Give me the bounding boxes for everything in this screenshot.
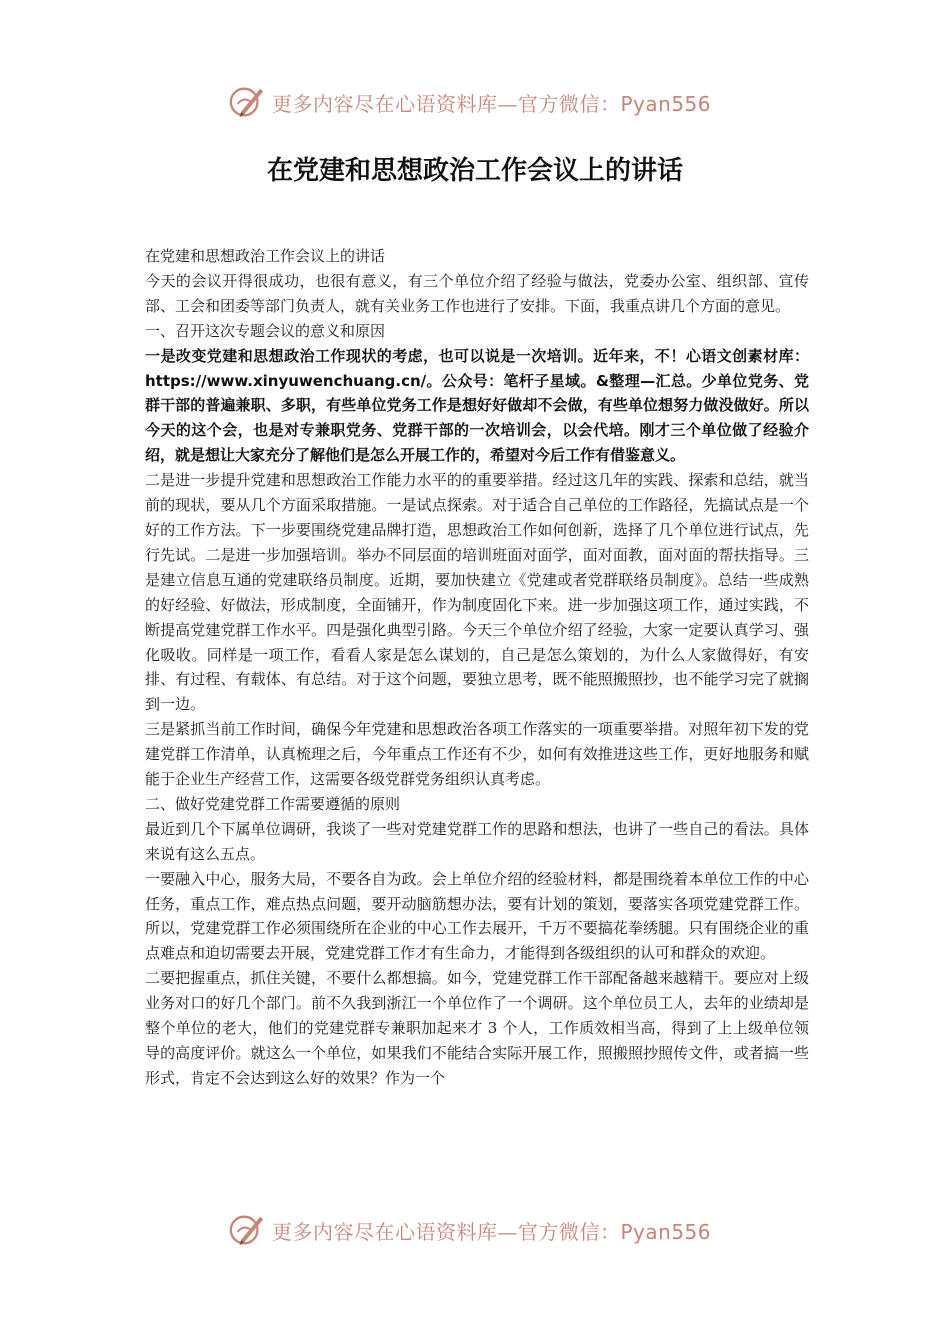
document-body: [145, 244, 809, 1091]
paragraph: 二是进一步提升党建和思想政治工作能力水平的的重要举措。经过这几年的实践、探索和总结，就当前的现状，要从几个方面采取措施。一是试点探索。对于适合自己单位的工作路径，先搞试点是一个好的工作方法。下一步要围绕党建品牌打造，思想政治工作如何创新，选择了几个单位进行试点，先行先试。二是进一步加强培训。举办不同层面的培训班面对面学，面对面教，面对面的帮扶指导。三是建立信息互通的党建联络员制度。近期，要加快建立《党建或者党群联络员制度》。总结一些成熟的好经验、好做法，形成制度，全面铺开，作为制度固化下来。进一步加强这项工作，通过实践，不断提高党建党群工作水平。四是强化典型引路。今天三个单位介绍了经验，大家一定要认真学习、强化吸收。同样是一项工作，看看人家是怎么谋划的，自己是怎么策划的，为什么人家做得好，有安排、有过程、有载体、有总结。对于这个问题，要独立思考，既不能照搬照抄，也不能学习完了就搁到一边。: [145, 471, 809, 714]
section-heading: 一、召开这次专题会议的意义和原因: [145, 321, 386, 340]
paragraph: 最近到几个下属单位调研，我谈了一些对党建党群工作的思路和想法，也讲了一些自己的看法。具体来说有这么五点。: [145, 819, 809, 863]
paragraph: 在党建和思想政治工作会议上的讲话: [145, 247, 386, 265]
pen-logo-icon: [228, 83, 266, 121]
banner-label: 更多内容尽在心语资料库—官方微信：: [272, 1219, 621, 1244]
footer-watermark-banner: [0, 1208, 950, 1252]
paragraph: 二要把握重点，抓住关键，不要什么都想搞。如今，党建党群工作干部配备越来越精干。要应对上级业务对口的好几个部门。前不久我到浙江一个单位作了一个调研。这个单位员工人，去年的业绩却是整个单位的老大，他们的党建党群专兼职加起来才 3 个人，工作质效相当高，得到了上上级单位领导的高度评价。就这么一个单位，如果我们不能结合实际开展工作，照搬照抄照传文件，或者搞一些形式，肯定不会达到这么好的效果？作为一个: [145, 969, 809, 1087]
header-watermark-banner: [0, 80, 950, 124]
banner-text: [272, 88, 711, 117]
banner-label: 更多内容尽在心语资料库—官方微信：: [272, 91, 621, 116]
section-heading: 二、做好党建党群工作需要遵循的原则: [145, 794, 401, 813]
pen-logo-icon: [228, 1211, 266, 1249]
paragraph: 一要融入中心，服务大局，不要各自为政。会上单位介绍的经验材料，都是围绕着本单位工作的中心任务，重点工作，难点热点问题，要开动脑筋想办法，要有计划的策划，要落实各项党建党群工作。所以，党建党群工作必须围绕所在企业的中心工作去展开，千万不要搞花拳绣腿。只有围绕企业的重点难点和迫切需要去开展，党建党群工作才有生命力，才能得到各级组织的认可和群众的欢迎。: [145, 869, 809, 963]
banner-wechat-id: Pyan556: [620, 91, 712, 116]
document-title: 在党建和思想政治工作会议上的讲话: [266, 156, 683, 186]
paragraph: 三是紧抓当前工作时间，确保今年党建和思想政治各项工作落实的一项重要举措。对照年初下发的党建党群工作清单，认真梳理之后，今年重点工作还有不少，如何有效推进这些工作，更好地服务和赋能于企业生产经营工作，这需要各级党群党务组织认真考虑。: [145, 720, 809, 789]
paragraph-emphasized: 一是改变党建和思想政治工作现状的考虑，也可以说是一次培训。近年来，不！心语文创素材库：https://www.xinyuwenchuang.cn/。公众号：笔杆子星域。&整理—汇总。少单位党务、党群干部的普遍兼职、多职，有些单位党务工作是想好好做却不会做，有些单位想努力做没做好。所以今天的这个会，也是对专兼职党务、党群干部的一次培训会，以会代培。刚才三个单位做了经验介绍，就是想让大家充分了解他们是怎么开展工作的，希望对今后工作有借鉴意义。: [145, 346, 809, 465]
banner-text: [272, 1216, 711, 1245]
banner-wechat-id: Pyan556: [620, 1219, 712, 1244]
paragraph: 今天的会议开得很成功，也很有意义，有三个单位介绍了经验与做法，党委办公室、组织部、宣传部、工会和团委等部门负责人，就有关业务工作也进行了安排。下面，我重点讲几个方面的意见。: [145, 271, 809, 315]
